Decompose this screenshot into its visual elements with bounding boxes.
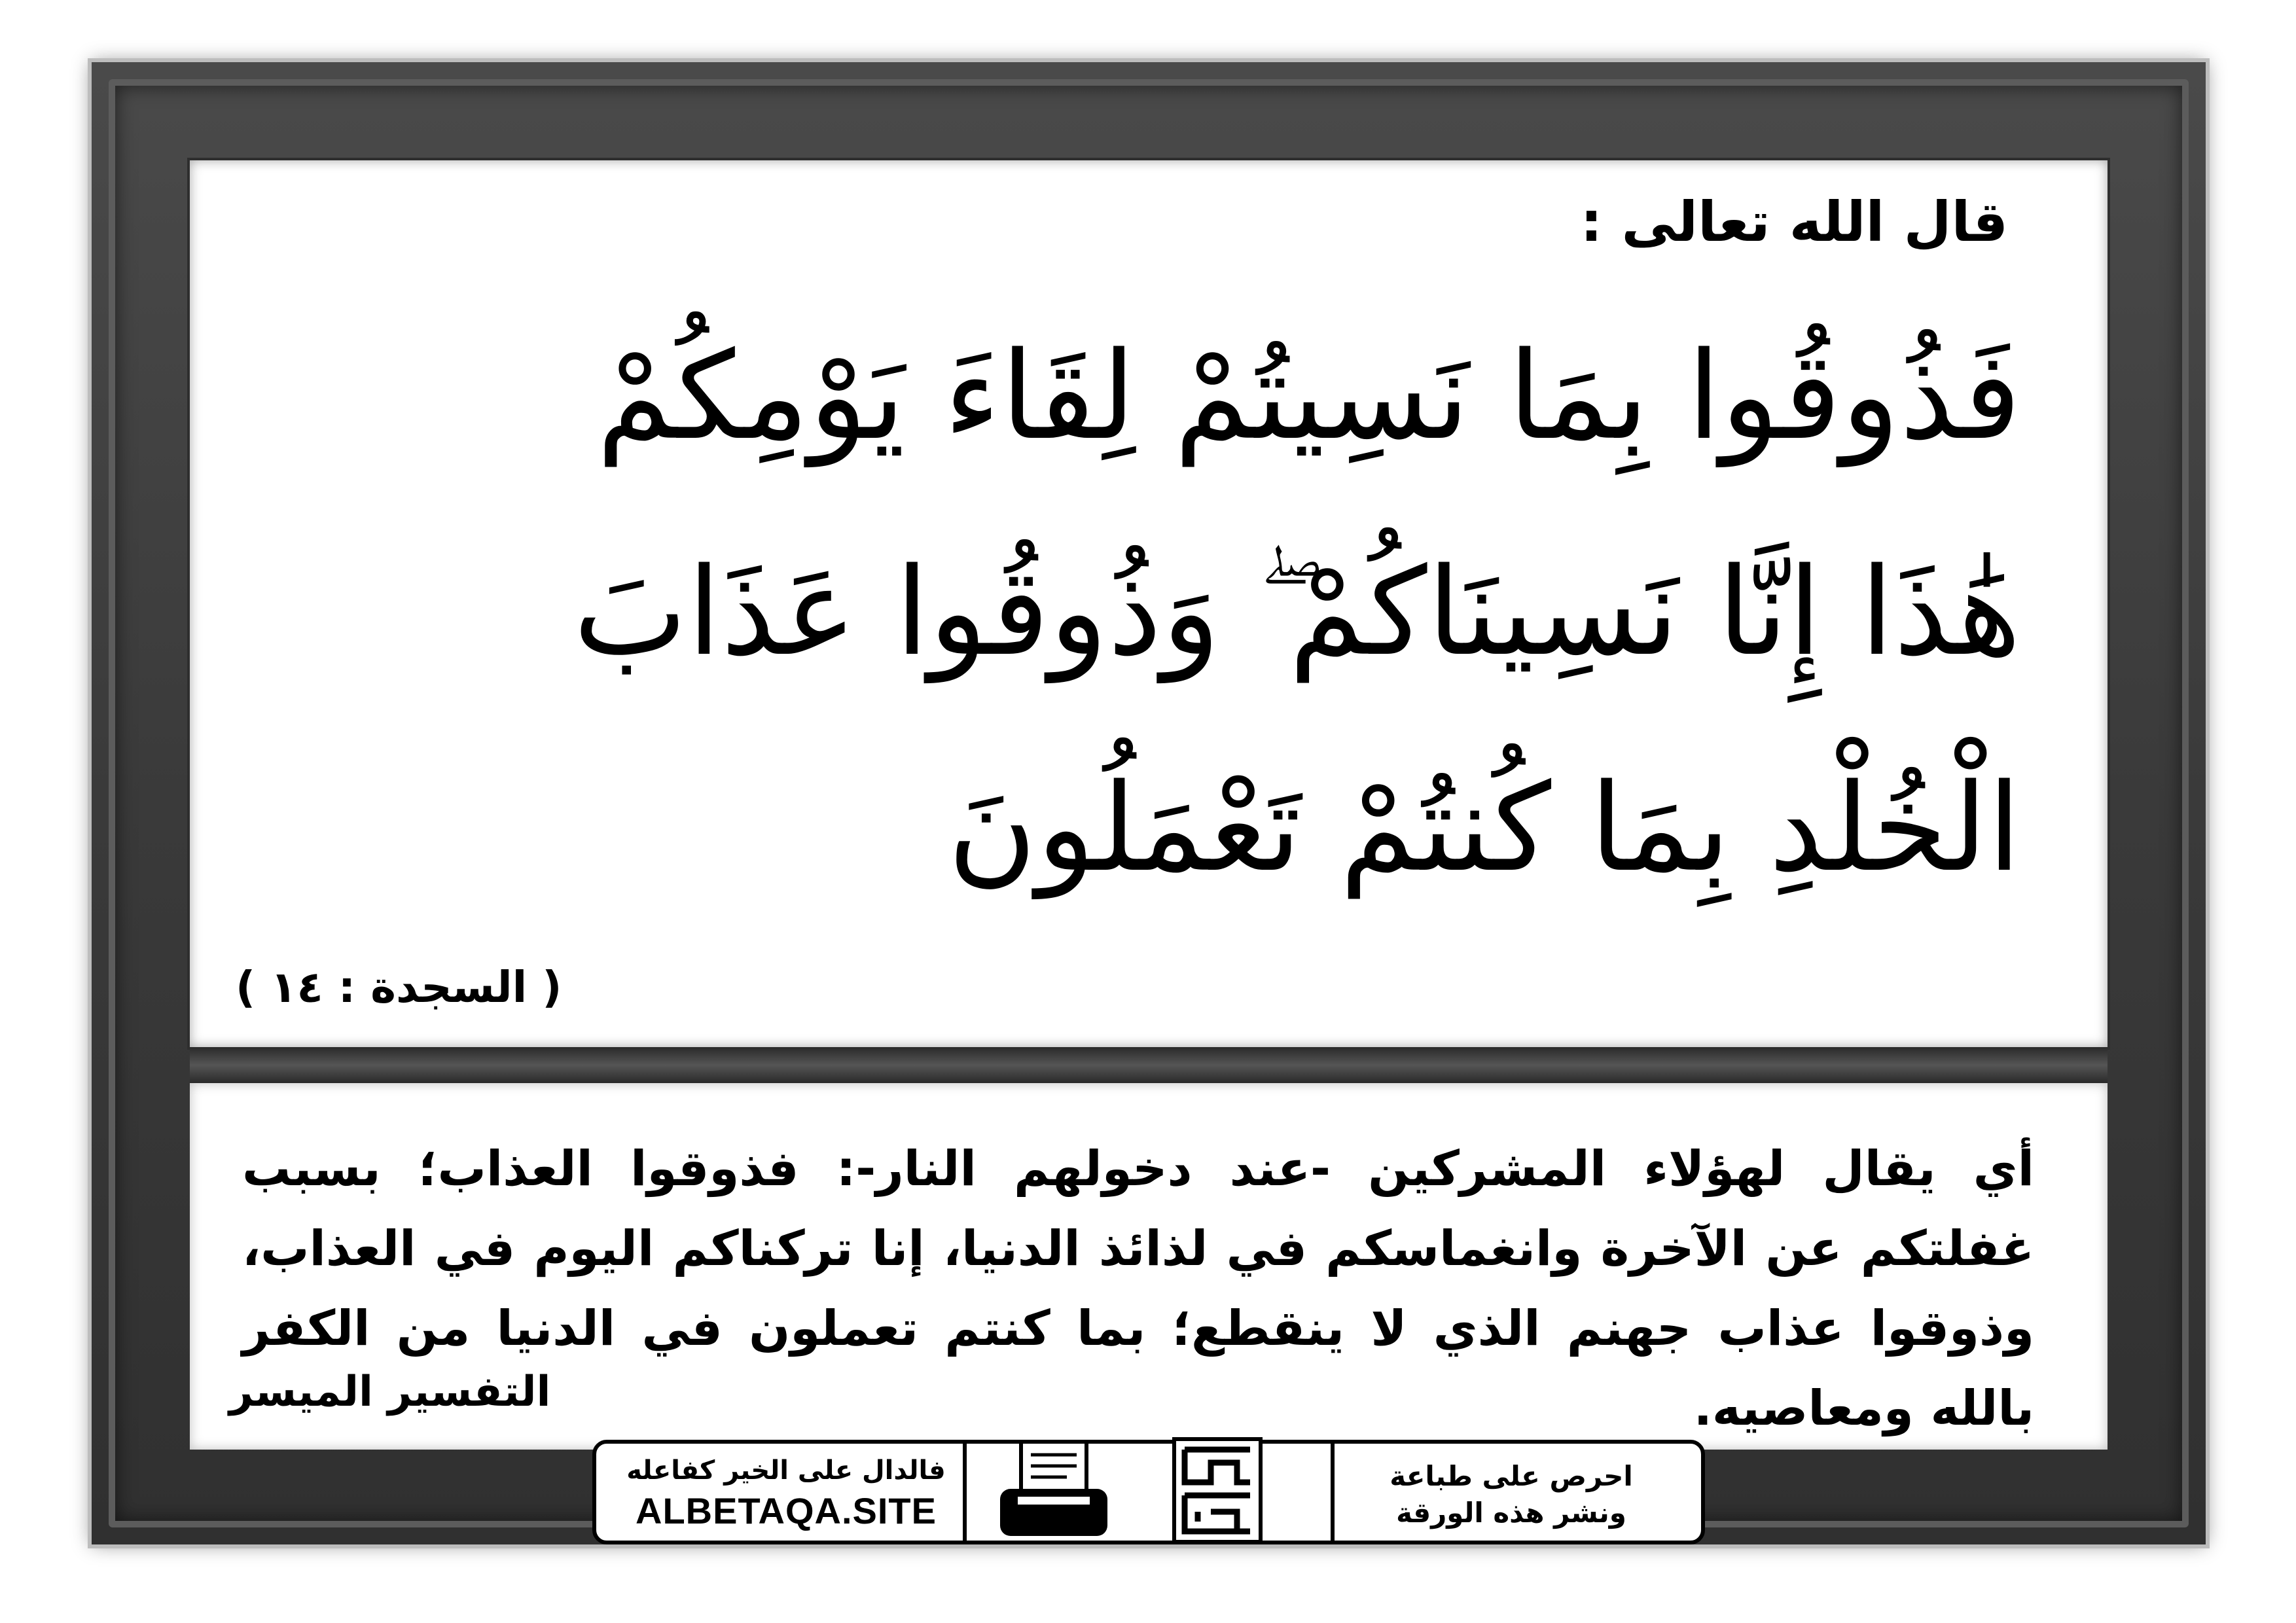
printer-icon	[995, 1436, 1113, 1544]
footer-print-note	[1341, 1458, 1681, 1531]
verse-reference: ( السجدة : ١٤ )	[236, 962, 562, 1012]
albetaqa-logo	[1172, 1436, 1263, 1544]
footer-separator-right	[1331, 1444, 1335, 1541]
footer-site-block	[616, 1455, 956, 1532]
footer-bar	[592, 1440, 1705, 1544]
panel-divider	[190, 1047, 2108, 1083]
verse-line-2: هَٰذَا إِنَّا نَسِينَاكُمْ ۖ وَذُوقُوا عَذَابَ	[573, 541, 2021, 683]
tafsir-text: أي يقال لهؤلاء المشركين -عند دخولهم النار-: فذوقوا العذاب؛ بسبب غفلتكم عن الآخرة وانغماسكم في لذائذ الدنيا، إنا تركناكم اليوم في العذاب، وذوقوا عذاب جهنم الذي لا ينقطع؛ بما كنتم تعملون في الدنيا من الكفر بالله ومعاصيه.	[242, 1141, 2034, 1436]
tafsir-source: التفسير الميسر	[229, 1368, 551, 1416]
verse-line-3: الْخُلْدِ بِمَا كُنتُمْ تَعْمَلُونَ	[948, 757, 2021, 899]
footer-separator-left	[963, 1444, 967, 1541]
footer-site-link[interactable]: ALBETAQA.SITE	[636, 1490, 937, 1531]
verse-intro: قال الله تعالى :	[1580, 190, 2008, 254]
footer-print-line-1: احرص على طباعة	[1390, 1460, 1633, 1492]
quran-verse	[262, 288, 2021, 936]
verse-line-1: فَذُوقُوا بِمَا نَسِيتُمْ لِقَاءَ يَوْمِكُمْ	[596, 325, 2021, 467]
footer-proverb: فالدال على الخير كفاعله	[626, 1455, 946, 1486]
footer-print-line-2: ونشر هذه الورقة	[1396, 1497, 1626, 1529]
